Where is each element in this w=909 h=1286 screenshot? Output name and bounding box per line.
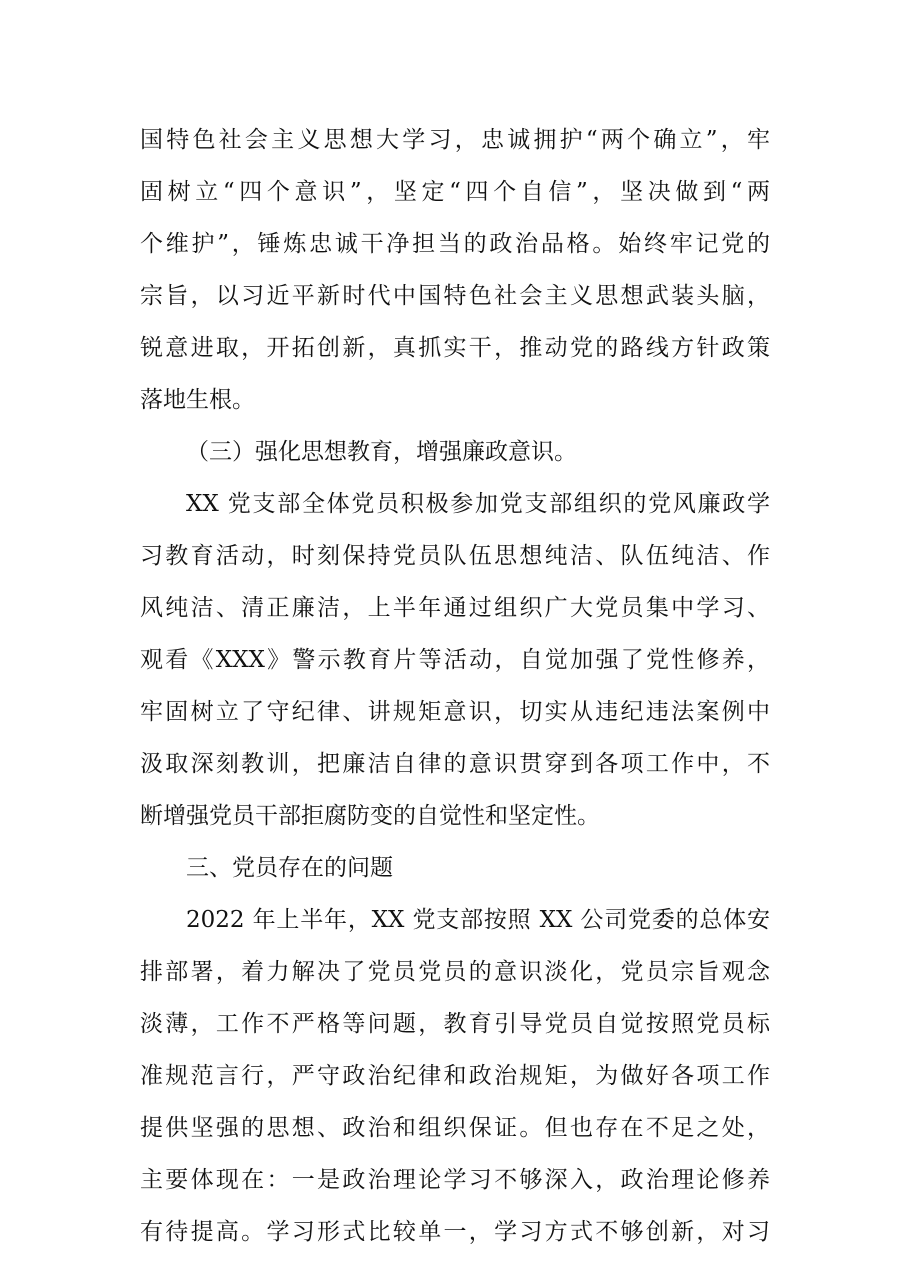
paragraph-3-line-5: 提供坚强的思想、政治和组织保证。但也存在不足之处， — [140, 1115, 770, 1141]
paragraph-3-line-6: 主要体现在：一是政治理论学习不够深入，政治理论修养 — [140, 1167, 770, 1193]
paragraph-2-line-1: XX 党支部全体党员积极参加党支部组织的党风廉政学 — [186, 491, 770, 517]
paragraph-1-line-1: 国特色社会主义思想大学习，忠诚拥护“两个确立”，牢 — [140, 127, 770, 153]
paragraph-2-line-2: 习教育活动，时刻保持党员队伍思想纯洁、队伍纯洁、作 — [140, 543, 770, 569]
paragraph-1-line-4: 宗旨，以习近平新时代中国特色社会主义思想武装头脑， — [140, 283, 770, 309]
section-heading: 三、党员存在的问题 — [186, 855, 393, 881]
paragraph-1-line-6: 落地生根。 — [140, 387, 255, 413]
paragraph-1-line-3: 个维护”，锤炼忠诚干净担当的政治品格。始终牢记党的 — [140, 231, 770, 257]
paragraph-2-line-3: 风纯洁、清正廉洁，上半年通过组织广大党员集中学习、 — [140, 595, 770, 621]
paragraph-2-line-6: 汲取深刻教训，把廉洁自律的意识贯穿到各项工作中，不 — [140, 751, 770, 777]
paragraph-2-line-7: 断增强党员干部拒腐防变的自觉性和坚定性。 — [140, 803, 600, 829]
paragraph-1-line-2: 固树立“四个意识”，坚定“四个自信”，坚决做到“两 — [140, 179, 770, 205]
paragraph-2-line-4: 观看《XXX》警示教育片等活动，自觉加强了党性修养， — [140, 647, 770, 673]
paragraph-3-line-3: 淡薄，工作不严格等问题，教育引导党员自觉按照党员标 — [140, 1011, 770, 1037]
paragraph-3-line-2: 排部署，着力解决了党员党员的意识淡化，党员宗旨观念 — [140, 959, 770, 985]
paragraph-3-line-7: 有待提高。学习形式比较单一，学习方式不够创新，对习 — [140, 1219, 770, 1245]
paragraph-3-line-1: 2022 年上半年，XX 党支部按照 XX 公司党委的总体安 — [186, 907, 770, 933]
paragraph-3-line-4: 准规范言行，严守政治纪律和政治规矩，为做好各项工作 — [140, 1063, 770, 1089]
subheading-3: （三）强化思想教育，增强廉政意识。 — [186, 439, 577, 465]
paragraph-1-line-5: 锐意进取，开拓创新，真抓实干，推动党的路线方针政策 — [140, 335, 770, 361]
paragraph-2-line-5: 牢固树立了守纪律、讲规矩意识，切实从违纪违法案例中 — [140, 699, 770, 725]
